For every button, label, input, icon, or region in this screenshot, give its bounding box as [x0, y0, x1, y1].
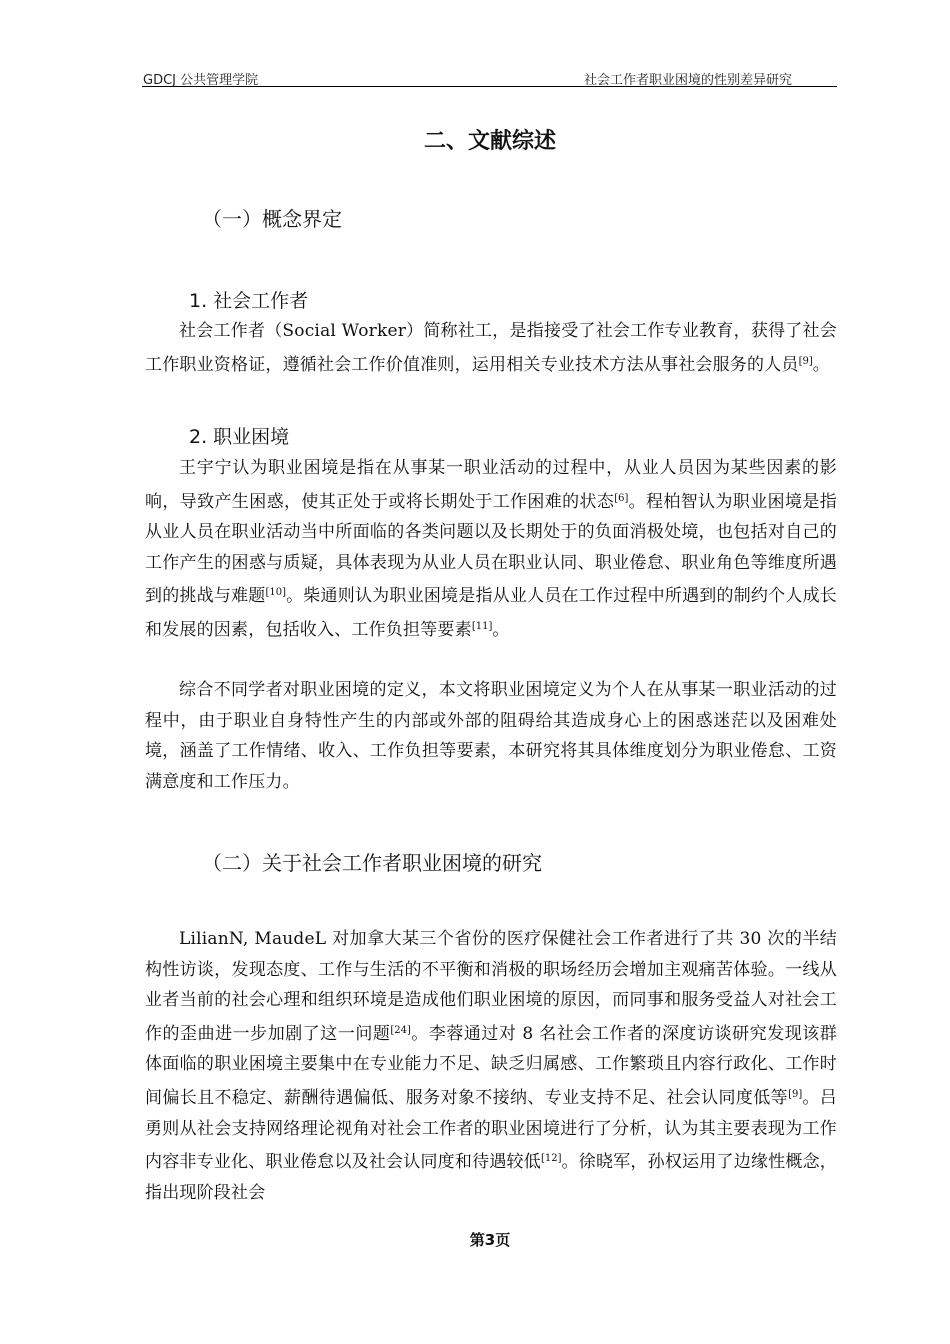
citation: [9]	[798, 355, 813, 367]
paragraph-research-review: LilianN, MaudeL 对加拿大某三个省份的医疗保健社会工作者进行了共 30 次的半结构性访谈，发现态度、工作与生活的不平衡和消极的职场经历会增加主观痛苦体验。一线从业者当前的社会心理和组织环境是造成他们职业困境的原因，而同事和服务受益人对社会工作的歪曲进一步加剧了这一问题[24]。李蓉通过对 8 名社会工作者的深度访谈研究发现该群体面临的职业困境主要集中在专业能力不足、缺乏归属感、工作繁琐且内容行政化、工作时间偏长且不稳定、薪酬待遇偏低、服务对象不接纳、专业支持不足、社会认同度低等[9]。吕勇则从社会支持网络理论视角对社会工作者的职业困境进行了分析，认为其主要表现为工作内容非专业化、职业倦怠以及社会认同度和待遇较低[12]。徐晓军，孙权运用了边缘性概念，指出现阶段社会	[145, 929, 837, 1203]
citation: [12]	[541, 1153, 562, 1165]
citation: [10]	[265, 587, 287, 599]
chapter-title: 二、文献综述	[423, 129, 556, 154]
citation: [24]	[390, 1024, 411, 1036]
paragraph-social-worker: 社会工作者（Social Worker）简称社工，是指接受了社会工作专业教育，获得了社会工作职业资格证，遵循社会工作价值准则，运用相关专业技术方法从事社会服务的人员[9]。	[145, 321, 837, 375]
citation: [11]	[471, 620, 493, 632]
subheading-career-dilemma: 2. 职业困境	[189, 426, 290, 448]
citation: [9]	[788, 1088, 803, 1100]
section-heading-research: （二）关于社会工作者职业困境的研究	[202, 851, 542, 875]
page-number: 第3页	[469, 1231, 511, 1249]
header-divider	[142, 86, 837, 87]
paragraph-career-dilemma-summary: 综合不同学者对职业困境的定义，本文将职业困境定义为个人在从事某一职业活动的过程中，由于职业自身特性产生的内部或外部的阻碍给其造成身心上的困惑迷茫以及困难处境，涵盖了工作情绪、收入、工作负担等要素，本研究将其具体维度划分为职业倦怠、工资满意度和工作压力。	[145, 680, 837, 792]
header-right: 社会工作者职业困境的性别差异研究	[583, 73, 792, 88]
paragraph-career-dilemma-definitions: 王宇宁认为职业困境是指在从事某一职业活动的过程中，从业人员因为某些因素的影响，导致产生困惑，使其正处于或将长期处于工作困难的状态[6]。程柏智认为职业困境是指从业人员在职业活动当中所面临的各类问题以及长期处于的负面消极处境，也包括对自己的工作产生的困惑与质疑，具体表现为从业人员在职业认同、职业倦怠、职业角色等维度所遇到的挑战与难题[10]。柴通则认为职业困境是指从业人员在工作过程中所遇到的制约个人成长和发展的因素，包括收入、工作负担等要素[11]。	[145, 458, 837, 640]
citation: [6]	[614, 492, 629, 504]
subheading-social-worker: 1. 社会工作者	[189, 290, 309, 312]
section-heading-concepts: （一）概念界定	[202, 207, 342, 231]
header-left: GDCJ 公共管理学院	[143, 73, 259, 88]
